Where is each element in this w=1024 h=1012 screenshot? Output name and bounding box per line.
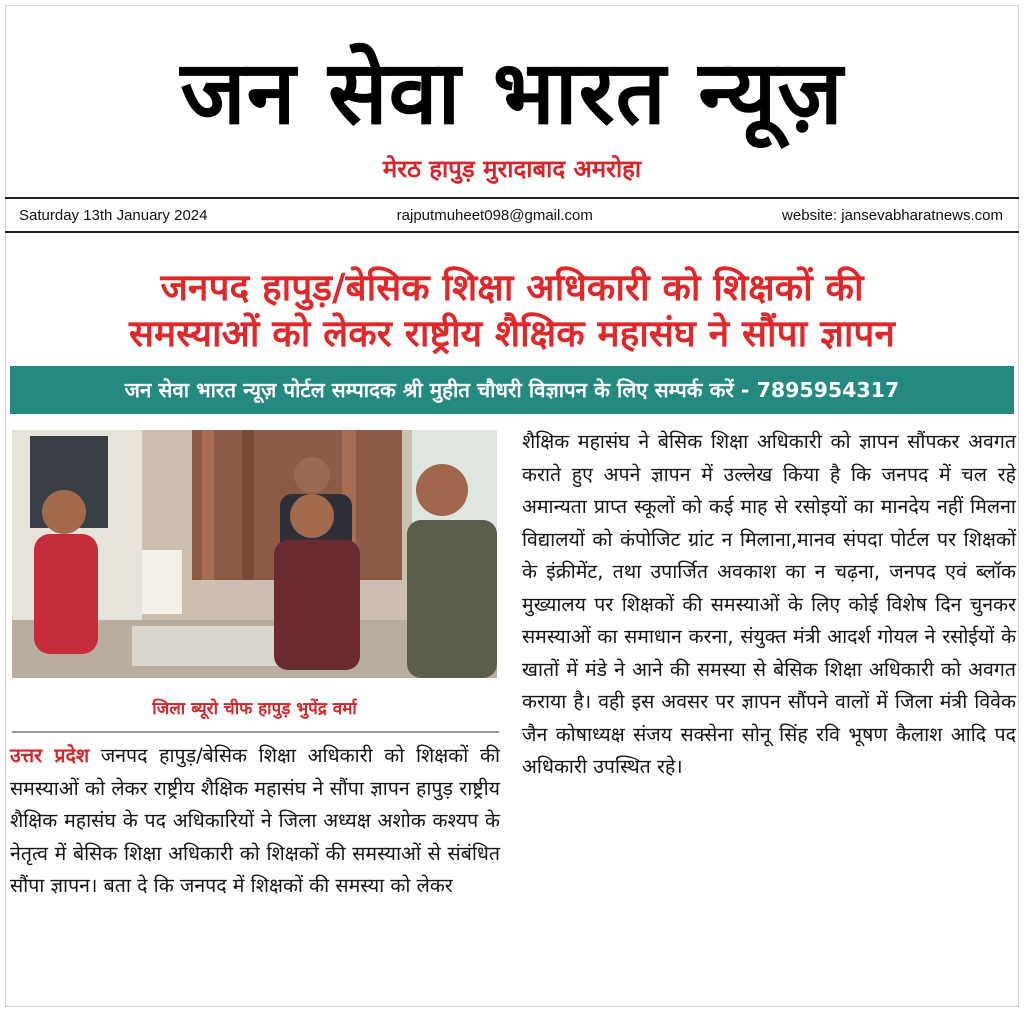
contact-email[interactable]: rajputmuheet098@gmail.com — [396, 206, 593, 224]
info-bar — [5, 197, 1019, 233]
issue-date: Saturday 13th January 2024 — [19, 206, 208, 224]
headline-line-2: समस्याओं को लेकर राष्ट्रीय शैक्षिक महासंघ ने सौंपा ज्ञापन — [129, 312, 895, 355]
headline-line-1: जनपद हापुड़/बेसिक शिक्षा अधिकारी को शिक्षकों की — [160, 266, 864, 309]
article-body-left — [10, 740, 500, 903]
news-photo — [12, 430, 497, 678]
article-body-right: शैक्षिक महासंघ ने बेसिक शिक्षा अधिकारी को ज्ञापन सौंपकर अवगत कराते हुए अपने ज्ञापन में उल्लेख किया है कि जनपद में चल रहे अमान्यता प्राप्त स्कूलों को कई माह से रसोइयों का मानदेय नहीं मिलना विद्यालयों को कंपोजिट ग्रांट न मिलाना,मानव संपदा पोर्टल पर शिक्षकों के इंक्रीमेंट, तथा उपार्जित अवकाश का न चढ़ना, जनपद एवं ब्लॉक मुख्यालय पर शिक्षकों की समस्याओं के लिए कोई विशेष दिन चुनकर समस्याओं का समाधान करना, संयुक्त मंत्री आदर्श गोयल ने रसोईयों के खातों में मंडे ने आने की समस्या से बेसिक शिक्षा अधिकारी को अवगत कराया है। वही इस अवसर पर ज्ञापन सौंपने वालों में जिला मंत्री विवेक जैन कोषाध्यक्ष संजय सक्सेना सोनू सिंह रवि भूषण कैलाश आदि पद अधिकारी उपस्थित रहे। — [522, 430, 1016, 778]
website-link[interactable]: website: jansevabharatnews.com — [782, 206, 1003, 224]
photo-caption: जिला ब्यूरो चीफ हापुड़ भुपेंद्र वर्मा — [152, 699, 357, 719]
article-left-text: जनपद हापुड़/बेसिक शिक्षा अधिकारी को शिक्षकों की समस्याओं को लेकर राष्ट्रीय शैक्षिक महासंघ ने सौंपा ज्ञापन हापुड़ राष्ट्रीय शैक्षिक महासंघ के पद अधिकारियों ने जिला अध्यक्ष अशोक कश्यप के नेतृत्व में बेसिक शिक्षा अधिकारी को शिक्षकों की समस्याओं से संबंधित सौंपा ज्ञापन। बता दे कि जनपद में शिक्षकों की समस्या को लेकर — [10, 744, 500, 897]
edition-cities: मेरठ हापुड़ मुरादाबाद अमरोहा — [382, 155, 642, 183]
masthead-title: जन सेवा भारत न्यूज़ — [180, 41, 844, 144]
caption-divider — [12, 731, 499, 733]
article-dateline: उत्तर प्रदेश — [10, 744, 90, 767]
article-headline — [0, 265, 1024, 357]
officials-photo-illustration — [12, 430, 497, 678]
advert-banner: जन सेवा भारत न्यूज़ पोर्टल सम्पादक श्री मुहीत चौधरी विज्ञापन के लिए सम्पर्क करें - 7895954317 — [10, 366, 1014, 414]
